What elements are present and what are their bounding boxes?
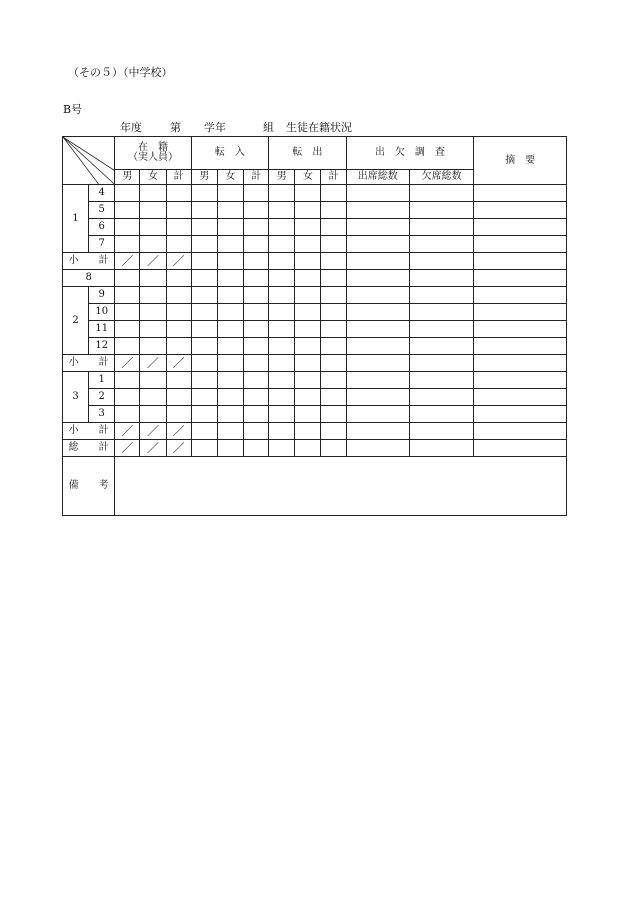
blank-cell xyxy=(191,219,217,236)
blank-cell xyxy=(346,321,409,338)
blank-cell xyxy=(243,202,268,219)
blank-cell xyxy=(191,236,217,253)
blank-cell xyxy=(474,236,567,253)
subtotal-label: 小 計 xyxy=(63,253,115,270)
title-year: 年度 xyxy=(120,121,142,134)
diagonal-lines xyxy=(63,137,114,184)
blank-cell xyxy=(243,406,268,423)
slash-cell: ／ xyxy=(115,440,140,457)
col-enrolled-label: 在 籍 xyxy=(137,142,168,153)
table-row xyxy=(63,304,567,321)
grand-total-row xyxy=(63,440,567,457)
month-label: 10 xyxy=(89,304,115,321)
title-subject: 生徒在籍状況 xyxy=(286,121,352,134)
blank-cell xyxy=(409,440,473,457)
blank-cell xyxy=(321,287,346,304)
blank-cell xyxy=(346,270,409,287)
month-label: 4 xyxy=(89,185,115,202)
table-row xyxy=(63,389,567,406)
sub-absent-total: 欠席総数 xyxy=(409,170,473,185)
blank-cell xyxy=(321,185,346,202)
blank-cell xyxy=(474,389,567,406)
blank-cell xyxy=(140,406,166,423)
sub-male: 男 xyxy=(115,170,140,185)
blank-cell xyxy=(295,440,321,457)
blank-cell xyxy=(321,406,346,423)
blank-cell xyxy=(409,372,473,389)
table-row xyxy=(63,338,567,355)
blank-cell xyxy=(474,423,567,440)
blank-cell xyxy=(346,253,409,270)
remarks-label: 備 考 xyxy=(63,457,115,516)
col-summary: 摘 要 xyxy=(474,137,567,185)
blank-cell xyxy=(191,338,217,355)
col-attendance: 出 欠 調 査 xyxy=(346,137,474,170)
remarks-area xyxy=(115,457,567,516)
blank-cell xyxy=(243,253,268,270)
blank-cell xyxy=(166,304,191,321)
blank-cell xyxy=(115,338,140,355)
blank-cell xyxy=(295,321,321,338)
blank-cell xyxy=(295,355,321,372)
month-label: 11 xyxy=(89,321,115,338)
blank-cell xyxy=(409,202,473,219)
month-label: 6 xyxy=(89,219,115,236)
blank-cell xyxy=(217,389,243,406)
blank-cell xyxy=(243,270,268,287)
month-label: 8 xyxy=(63,270,115,287)
month-label: 2 xyxy=(89,389,115,406)
blank-cell xyxy=(409,253,473,270)
blank-cell xyxy=(321,389,346,406)
blank-cell xyxy=(217,338,243,355)
term-label: 3 xyxy=(63,372,89,423)
blank-cell xyxy=(295,219,321,236)
blank-cell xyxy=(409,355,473,372)
blank-cell xyxy=(166,287,191,304)
sub-female: 女 xyxy=(217,170,243,185)
blank-cell xyxy=(166,236,191,253)
blank-cell xyxy=(140,236,166,253)
blank-cell xyxy=(269,321,295,338)
blank-cell xyxy=(474,355,567,372)
blank-cell xyxy=(409,406,473,423)
subtotal-row xyxy=(63,253,567,270)
slash-cell: ／ xyxy=(140,440,166,457)
month-label: 5 xyxy=(89,202,115,219)
blank-cell xyxy=(166,219,191,236)
blank-cell xyxy=(346,406,409,423)
blank-cell xyxy=(243,287,268,304)
blank-cell xyxy=(321,236,346,253)
month-label: 12 xyxy=(89,338,115,355)
blank-cell xyxy=(409,423,473,440)
blank-cell xyxy=(269,389,295,406)
slash-cell: ／ xyxy=(166,253,191,270)
blank-cell xyxy=(243,185,268,202)
blank-cell xyxy=(166,321,191,338)
blank-cell xyxy=(474,202,567,219)
blank-cell xyxy=(243,389,268,406)
sub-female: 女 xyxy=(140,170,166,185)
blank-cell xyxy=(409,287,473,304)
subtotal-row xyxy=(63,423,567,440)
blank-cell xyxy=(321,304,346,321)
blank-cell xyxy=(346,372,409,389)
grand-total-label: 総 計 xyxy=(63,440,115,457)
blank-cell xyxy=(191,372,217,389)
form-note: （その５）（中学校） xyxy=(68,66,173,79)
blank-cell xyxy=(166,372,191,389)
form-number: B号 xyxy=(63,103,83,116)
title-dai: 第 xyxy=(170,121,181,134)
blank-cell xyxy=(243,355,268,372)
sub-male: 男 xyxy=(269,170,295,185)
sub-total: 計 xyxy=(243,170,268,185)
blank-cell xyxy=(409,304,473,321)
blank-cell xyxy=(115,185,140,202)
blank-cell xyxy=(474,338,567,355)
slash-cell: ／ xyxy=(140,355,166,372)
blank-cell xyxy=(115,321,140,338)
blank-cell xyxy=(217,236,243,253)
blank-cell xyxy=(217,406,243,423)
slash-cell: ／ xyxy=(115,423,140,440)
table-row xyxy=(63,270,567,287)
blank-cell xyxy=(217,253,243,270)
blank-cell xyxy=(191,304,217,321)
blank-cell xyxy=(321,440,346,457)
blank-cell xyxy=(346,185,409,202)
blank-cell xyxy=(140,202,166,219)
subtotal-row xyxy=(63,355,567,372)
blank-cell xyxy=(217,355,243,372)
sub-female: 女 xyxy=(295,170,321,185)
blank-cell xyxy=(115,219,140,236)
blank-cell xyxy=(474,287,567,304)
table-row xyxy=(63,321,567,338)
blank-cell xyxy=(409,236,473,253)
blank-cell xyxy=(166,338,191,355)
blank-cell xyxy=(474,185,567,202)
blank-cell xyxy=(295,406,321,423)
blank-cell xyxy=(474,219,567,236)
blank-cell xyxy=(346,236,409,253)
title-class: 組 xyxy=(263,121,274,134)
blank-cell xyxy=(191,389,217,406)
blank-cell xyxy=(269,406,295,423)
table-row xyxy=(63,219,567,236)
blank-cell xyxy=(243,423,268,440)
blank-cell xyxy=(191,253,217,270)
blank-cell xyxy=(346,304,409,321)
sub-total: 計 xyxy=(321,170,346,185)
blank-cell xyxy=(474,270,567,287)
blank-cell xyxy=(115,372,140,389)
blank-cell xyxy=(321,372,346,389)
slash-cell: ／ xyxy=(166,355,191,372)
blank-cell xyxy=(217,372,243,389)
blank-cell xyxy=(191,287,217,304)
blank-cell xyxy=(321,253,346,270)
month-label: 1 xyxy=(89,372,115,389)
blank-cell xyxy=(140,389,166,406)
blank-cell xyxy=(243,219,268,236)
blank-cell xyxy=(191,270,217,287)
blank-cell xyxy=(346,355,409,372)
blank-cell xyxy=(217,423,243,440)
blank-cell xyxy=(346,389,409,406)
col-enrolled xyxy=(115,137,191,170)
blank-cell xyxy=(243,440,268,457)
blank-cell xyxy=(191,440,217,457)
blank-cell xyxy=(115,287,140,304)
blank-cell xyxy=(269,355,295,372)
blank-cell xyxy=(295,338,321,355)
blank-cell xyxy=(115,236,140,253)
blank-cell xyxy=(269,185,295,202)
slash-cell: ／ xyxy=(166,423,191,440)
blank-cell xyxy=(295,389,321,406)
blank-cell xyxy=(115,202,140,219)
subtotal-label: 小 計 xyxy=(63,355,115,372)
term-label: 2 xyxy=(63,287,89,355)
slash-cell: ／ xyxy=(140,423,166,440)
blank-cell xyxy=(269,304,295,321)
blank-cell xyxy=(243,338,268,355)
sub-present-total: 出席総数 xyxy=(346,170,409,185)
table-row xyxy=(63,202,567,219)
blank-cell xyxy=(321,338,346,355)
blank-cell xyxy=(409,219,473,236)
blank-cell xyxy=(140,270,166,287)
blank-cell xyxy=(269,287,295,304)
blank-cell xyxy=(217,185,243,202)
col-enrolled-sub: （実人員） xyxy=(127,152,178,163)
blank-cell xyxy=(295,236,321,253)
blank-cell xyxy=(295,423,321,440)
slash-cell: ／ xyxy=(115,355,140,372)
blank-cell xyxy=(191,202,217,219)
blank-cell xyxy=(166,389,191,406)
blank-cell xyxy=(409,321,473,338)
blank-cell xyxy=(269,202,295,219)
blank-cell xyxy=(474,304,567,321)
title-grade: 学年 xyxy=(204,121,226,134)
table-row xyxy=(63,406,567,423)
blank-cell xyxy=(191,355,217,372)
blank-cell xyxy=(295,372,321,389)
table-row xyxy=(63,185,567,202)
table-row xyxy=(63,372,567,389)
blank-cell xyxy=(140,372,166,389)
blank-cell xyxy=(140,321,166,338)
blank-cell xyxy=(269,338,295,355)
blank-cell xyxy=(295,202,321,219)
blank-cell xyxy=(115,304,140,321)
blank-cell xyxy=(409,270,473,287)
blank-cell xyxy=(321,219,346,236)
blank-cell xyxy=(191,406,217,423)
month-label: 7 xyxy=(89,236,115,253)
remarks-row xyxy=(63,457,567,516)
blank-cell xyxy=(243,372,268,389)
blank-cell xyxy=(140,287,166,304)
blank-cell xyxy=(166,202,191,219)
blank-cell xyxy=(217,440,243,457)
blank-cell xyxy=(217,321,243,338)
col-transfer-in: 転 入 xyxy=(191,137,268,170)
month-label: 3 xyxy=(89,406,115,423)
blank-cell xyxy=(217,219,243,236)
col-transfer-out: 転 出 xyxy=(269,137,346,170)
slash-cell: ／ xyxy=(115,253,140,270)
blank-cell xyxy=(166,185,191,202)
blank-cell xyxy=(474,406,567,423)
blank-cell xyxy=(115,270,140,287)
blank-cell xyxy=(346,287,409,304)
blank-cell xyxy=(346,423,409,440)
blank-cell xyxy=(269,372,295,389)
blank-cell xyxy=(166,406,191,423)
blank-cell xyxy=(243,304,268,321)
blank-cell xyxy=(409,389,473,406)
blank-cell xyxy=(191,185,217,202)
blank-cell xyxy=(346,440,409,457)
blank-cell xyxy=(346,219,409,236)
term-label: 1 xyxy=(63,185,89,253)
blank-cell xyxy=(269,440,295,457)
blank-cell xyxy=(140,185,166,202)
blank-cell xyxy=(269,423,295,440)
enrollment-table xyxy=(62,136,567,516)
subtotal-label: 小 計 xyxy=(63,423,115,440)
slash-cell: ／ xyxy=(140,253,166,270)
blank-cell xyxy=(409,338,473,355)
blank-cell xyxy=(269,270,295,287)
blank-cell xyxy=(295,253,321,270)
month-label: 9 xyxy=(89,287,115,304)
blank-cell xyxy=(321,321,346,338)
blank-cell xyxy=(295,185,321,202)
blank-cell xyxy=(269,236,295,253)
blank-cell xyxy=(321,270,346,287)
blank-cell xyxy=(191,321,217,338)
blank-cell xyxy=(269,253,295,270)
blank-cell xyxy=(321,355,346,372)
blank-cell xyxy=(269,219,295,236)
table-row xyxy=(63,287,567,304)
blank-cell xyxy=(191,423,217,440)
table-row xyxy=(63,236,567,253)
slash-cell: ／ xyxy=(166,440,191,457)
blank-cell xyxy=(166,270,191,287)
header-row xyxy=(63,137,567,170)
blank-cell xyxy=(243,236,268,253)
blank-cell xyxy=(295,304,321,321)
blank-cell xyxy=(346,338,409,355)
blank-cell xyxy=(140,219,166,236)
blank-cell xyxy=(217,202,243,219)
blank-cell xyxy=(140,338,166,355)
blank-cell xyxy=(295,287,321,304)
blank-cell xyxy=(474,253,567,270)
blank-cell xyxy=(409,185,473,202)
sub-male: 男 xyxy=(191,170,217,185)
diagonal-corner-cell xyxy=(63,137,115,185)
blank-cell xyxy=(474,372,567,389)
sub-total: 計 xyxy=(166,170,191,185)
blank-cell xyxy=(115,389,140,406)
blank-cell xyxy=(321,423,346,440)
blank-cell xyxy=(295,270,321,287)
blank-cell xyxy=(321,202,346,219)
blank-cell xyxy=(217,270,243,287)
blank-cell xyxy=(474,321,567,338)
blank-cell xyxy=(217,287,243,304)
blank-cell xyxy=(474,440,567,457)
blank-cell xyxy=(115,406,140,423)
blank-cell xyxy=(140,304,166,321)
blank-cell xyxy=(346,202,409,219)
blank-cell xyxy=(217,304,243,321)
blank-cell xyxy=(243,321,268,338)
